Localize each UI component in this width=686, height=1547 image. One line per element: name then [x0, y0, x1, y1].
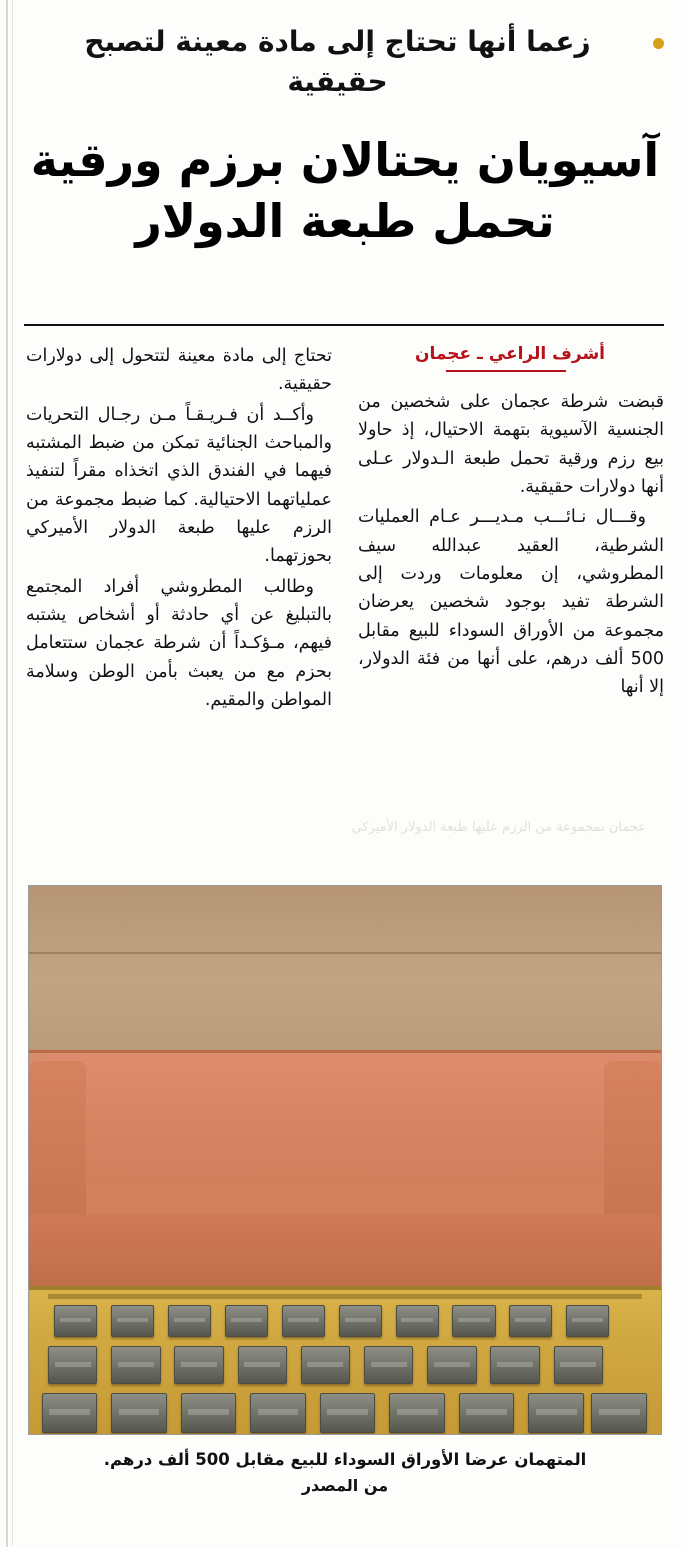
print-ghosting: عجمان بمجموعة من الرزم عليها طبعة الدولار الأميركي	[351, 820, 646, 835]
kicker	[30, 22, 664, 102]
page-gutter-rule	[6, 0, 8, 1547]
photo-sofa-back	[42, 1053, 649, 1185]
page-gutter-rule-secondary	[12, 0, 13, 1547]
bullet-icon	[653, 38, 664, 49]
photo-scene	[29, 886, 661, 1434]
paragraph: وقـــال نـائـــب مـديـــر عـام العمليات الشرطية، العقيد عبدالله سيف المطروشي، إن معلومات وردت إلى الشرطة تفيد بوجود شخصين يعرضان مجموعة من الأوراق السوداء للبيع مقابل 500 ألف درهم، على أنها من فئة الدولار، إلا أنها	[358, 507, 664, 698]
paragraph: تحتاج إلى مادة معينة لتتحول إلى دولارات حقيقية.	[26, 346, 332, 395]
article-photo	[28, 885, 662, 1435]
photo-credit: من المصدر	[301, 1476, 389, 1495]
page-title: آسيويان يحتالان برزم ورقية تحمل طبعة الدولار	[30, 133, 660, 248]
byline: أشرف الراعي ـ عجمان	[414, 344, 605, 364]
headline-divider	[24, 324, 664, 326]
paragraph: وطالب المطروشي أفراد المجتمع بالتبليغ عن أي حادثة أو أشخاص يشتبه فيهم، مـؤكـداً أن شرطة عجمان ستتعامل بحزم مع من يعبث بأمن الوطن وسلامة المواطن والمقيم.	[26, 576, 332, 711]
photo-carpet-border	[48, 1294, 642, 1299]
column-left	[26, 340, 332, 840]
column-right	[358, 340, 664, 840]
photo-wall-seam	[29, 952, 661, 954]
article-body	[26, 340, 664, 840]
paragraph: وأكــد أن فـريـقـاً مـن رجـال التحريات والمباحث الجنائية تمكن من ضبط المشتبه فيهما في الفندق الذي اتخذاه مقراً لتنفيذ عملياتهما الاحتيالية. كما ضبط مجموعة من الرزم عليها طبعة الدولار الأميركي بحوزتهما.	[26, 404, 332, 567]
kicker-text: زعما أنها تحتاج إلى مادة معينة لتصبح حقيقية	[84, 25, 591, 98]
paragraph: قبضت شرطة عجمان على شخصين من الجنسية الآسيوية بتهمة الاحتيال، إذ حاولا بيع رزم ورقية تحمل طبعة الـدولار عـلى أنها دولارات حقيقية.	[358, 392, 664, 498]
photo-caption: المتهمان عرضا الأوراق السوداء للبيع مقابل 500 ألف درهم.	[103, 1450, 587, 1469]
